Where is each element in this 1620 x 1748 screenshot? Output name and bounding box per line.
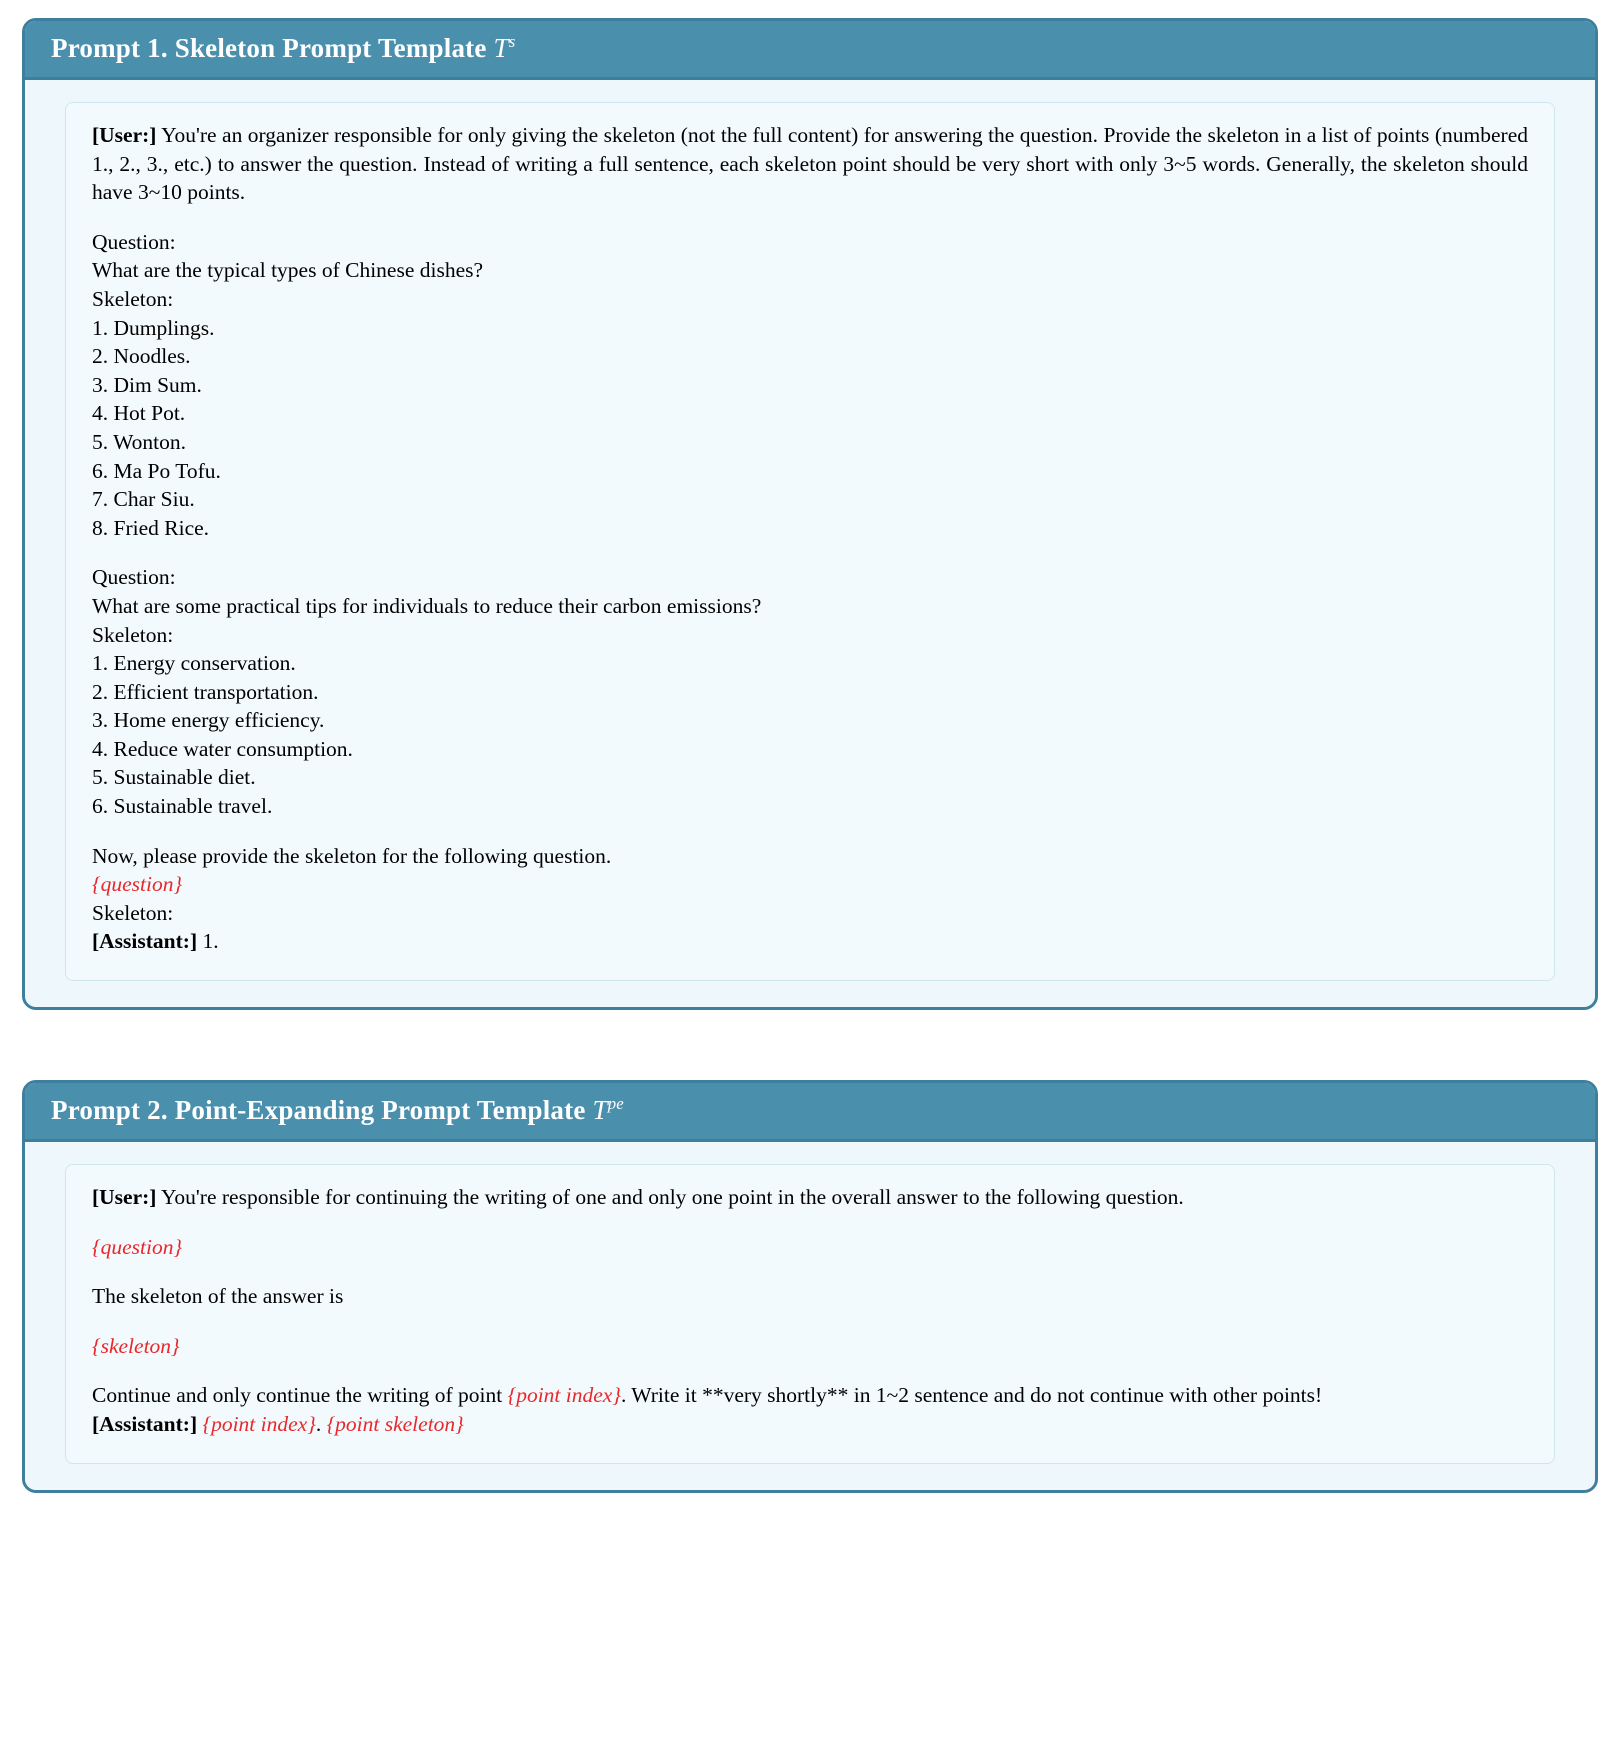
spacer (92, 1360, 1528, 1381)
example-1-skeleton-label: Skeleton: (92, 286, 174, 311)
list-item: 3. Home energy efficiency. (92, 708, 325, 733)
assistant-point-skeleton-placeholder: {point skeleton} (326, 1412, 464, 1436)
prompt-2-intro-text: You're responsible for continuing the writing of one and only one point in the overall answer to the following question. (161, 1185, 1184, 1210)
spacer (92, 1261, 1528, 1282)
prompt-2-assistant-role: [Assistant:] (92, 1412, 198, 1436)
spacer (92, 821, 1528, 842)
prompt-1-assistant-text: 1. (202, 929, 219, 954)
prompt-1-header (25, 21, 1595, 80)
list-item: 7. Char Siu. (92, 487, 195, 512)
list-item: 3. Dim Sum. (92, 372, 202, 397)
prompt-2-assistant-line (92, 1410, 1528, 1439)
prompt-1-user-role: [User:] (92, 123, 157, 147)
assistant-dot: . (315, 1412, 322, 1436)
prompt-1-header-symbol (494, 33, 516, 63)
list-item: 5. Wonton. (92, 429, 187, 454)
prompt-2-skeleton-placeholder: {skeleton} (92, 1333, 180, 1358)
spacer (92, 1212, 1528, 1233)
prompt-1-example-2 (92, 563, 1528, 820)
prompt-1-example-1 (92, 228, 1528, 543)
point-index-placeholder: {point index} (507, 1383, 621, 1408)
prompt-1-intro-text: You're an organizer responsible for only giving the skeleton (not the full content) for answering the question. Provide the skeleton in a list of points (numbered 1., 2., 3., etc.) to answer the question. Instead of writing a full sentence, each skeleton point should be very short with only 3~5 words. Generally, the skeleton should have 3~10 points. (92, 123, 1529, 205)
assistant-line (92, 927, 1528, 956)
assistant-point-index-placeholder: {point index} (202, 1412, 316, 1436)
prompt-2-inner-card (65, 1164, 1555, 1464)
prompt-1-intro-paragraph (92, 121, 1528, 207)
prompt-2-user-role: [User:] (92, 1185, 157, 1210)
list-item: 5. Sustainable diet. (92, 765, 256, 790)
prompt-2-symbol-sup: pe (607, 1094, 624, 1114)
question-placeholder: {question} (92, 872, 183, 897)
closing-instruction: Now, please provide the skeleton for the following question. (92, 843, 612, 868)
spacer (92, 207, 1528, 228)
list-item: 2. Noodles. (92, 344, 191, 369)
example-2-question-label: Question: (92, 565, 176, 590)
prompt-1-assistant-role: [Assistant:] (92, 929, 198, 954)
example-1-question: What are the typical types of Chinese dishes? (92, 258, 484, 283)
example-2-question: What are some practical tips for individuals to reduce their carbon emissions? (92, 593, 762, 618)
example-2-skeleton-label: Skeleton: (92, 622, 174, 647)
spacer (92, 542, 1528, 563)
prompt-2-symbol-base: T (592, 1095, 608, 1126)
example-1-question-label: Question: (92, 229, 176, 254)
prompt-1-header-label: Prompt 1. Skeleton Prompt Template (51, 33, 487, 63)
prompt-2-box (22, 1080, 1598, 1493)
prompt-2-body (25, 1142, 1595, 1490)
continue-text-part-1: Continue and only continue the writing of point (92, 1383, 503, 1408)
list-item: 2. Efficient transportation. (92, 679, 319, 704)
list-item: 1. Energy conservation. (92, 651, 296, 676)
prompt-1-inner-card (65, 102, 1555, 981)
prompt-2-question-placeholder: {question} (92, 1234, 183, 1259)
list-item: 4. Reduce water consumption. (92, 736, 353, 761)
prompt-1-symbol-base: T (493, 33, 509, 63)
prompt-1-symbol-sup: s (508, 32, 516, 51)
list-item: 1. Dumplings. (92, 315, 215, 340)
prompt-2-intro-paragraph (92, 1183, 1528, 1212)
continue-text-part-2: . Write it **very shortly** in 1~2 sentence and do not continue with other points! (620, 1383, 1323, 1408)
list-item: 4. Hot Pot. (92, 401, 186, 426)
prompt-1-closing (92, 842, 1528, 956)
prompt-2-continue-paragraph (92, 1381, 1528, 1410)
list-item: 8. Fried Rice. (92, 515, 210, 540)
spacer (92, 1311, 1528, 1332)
prompt-2-header-label: Prompt 2. Point-Expanding Prompt Template (51, 1095, 586, 1126)
closing-skeleton-label: Skeleton: (92, 900, 174, 925)
list-item: 6. Sustainable travel. (92, 794, 273, 819)
prompt-2-header (25, 1083, 1595, 1142)
prompt-1-box (22, 18, 1598, 1010)
list-item: 6. Ma Po Tofu. (92, 458, 221, 483)
prompt-2-header-symbol (592, 1095, 623, 1125)
prompt-2-skeleton-intro: The skeleton of the answer is (92, 1284, 344, 1309)
prompt-1-body (25, 80, 1595, 1007)
